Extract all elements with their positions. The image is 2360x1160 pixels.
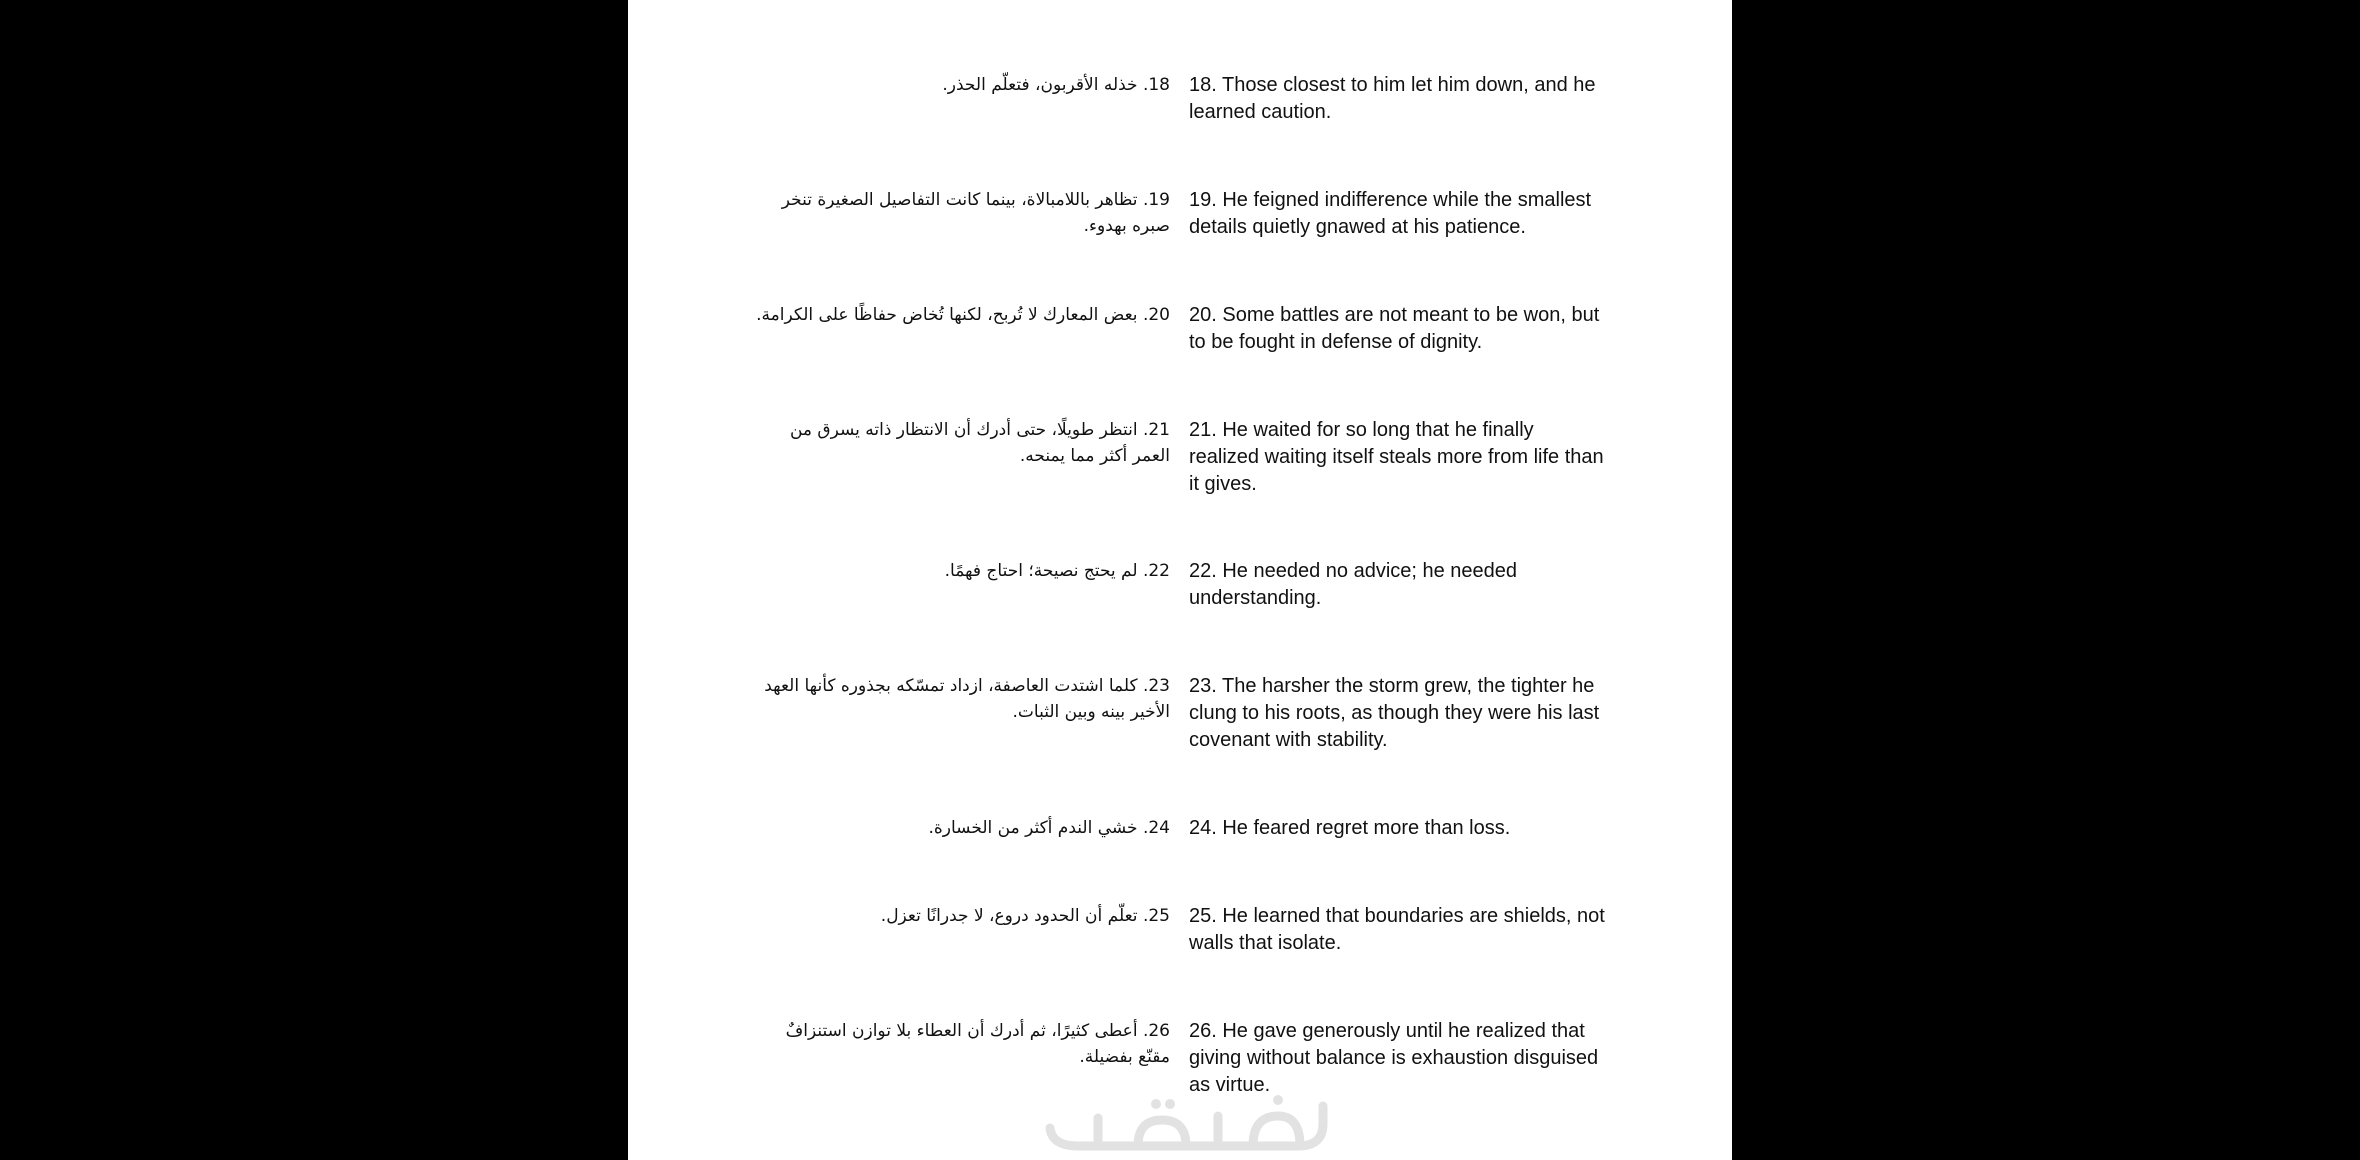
arabic-sentence: . انتظر طويلًا، حتى أدرك أن الانتظار ذاته يسرق من العمر أكثر مما يمنحه. bbox=[789, 420, 1170, 466]
english-text: 19. He feigned indifference while the smallest details quietly gnawed at his patience. bbox=[1189, 189, 1592, 238]
arabic-sentence: . لم يحتج نصيحة؛ احتاج فهمًا. bbox=[944, 561, 1149, 581]
arabic-text bbox=[750, 72, 1170, 98]
watermark-logo bbox=[1038, 1076, 1338, 1156]
document-page bbox=[628, 0, 1732, 1160]
entry-number: 23 bbox=[1148, 676, 1170, 696]
english-text: 18. Those closest to him let him down, and he learned caution. bbox=[1189, 74, 1596, 123]
arabic-text bbox=[750, 302, 1170, 328]
arabic-sentence: . تعلّم أن الحدود دروع، لا جدرانًا تعزل. bbox=[880, 906, 1149, 926]
entry-number: 20 bbox=[1148, 305, 1170, 325]
arabic-sentence: . تظاهر باللامبالاة، بينما كانت التفاصيل الصغيرة تنخر صبره بهدوء. bbox=[781, 190, 1170, 236]
entry-number: 19 bbox=[1148, 190, 1170, 210]
arabic-text bbox=[750, 187, 1170, 239]
entry-number: 24 bbox=[1148, 818, 1170, 838]
arabic-sentence: . أعطى كثيرًا، ثم أدرك أن العطاء بلا توازن استنزافٌ مقنّع بفضيلة. bbox=[785, 1021, 1170, 1067]
english-text: 25. He learned that boundaries are shields, not walls that isolate. bbox=[1189, 905, 1605, 954]
arabic-text bbox=[750, 673, 1170, 725]
entry-number: 22 bbox=[1148, 561, 1170, 581]
arabic-sentence: . خذله الأقربون، فتعلّم الحذر. bbox=[942, 75, 1149, 95]
entry-number: 21 bbox=[1148, 420, 1170, 440]
english-text: 23. The harsher the storm grew, the tighter he clung to his roots, as though they were his last covenant with stability. bbox=[1189, 675, 1600, 751]
english-text: 24. He feared regret more than loss. bbox=[1189, 817, 1511, 839]
arabic-sentence: . كلما اشتدت العاصفة، ازداد تمسّكه بجذوره كأنها العهد الأخير بينه وبين الثبات. bbox=[764, 676, 1170, 722]
arabic-sentence: . خشي الندم أكثر من الخسارة. bbox=[928, 818, 1149, 838]
arabic-text bbox=[750, 417, 1170, 469]
entry-number: 25 bbox=[1148, 906, 1170, 926]
arabic-text bbox=[750, 903, 1170, 929]
arabic-text bbox=[750, 1018, 1170, 1070]
arabic-sentence: . بعض المعارك لا تُربح، لكنها تُخاض حفاظًا على الكرامة. bbox=[756, 305, 1149, 325]
english-text: 20. Some battles are not meant to be won, but to be fought in defense of dignity. bbox=[1189, 304, 1600, 353]
entry-number: 18 bbox=[1148, 75, 1170, 95]
english-text: 22. He needed no advice; he needed understanding. bbox=[1189, 560, 1518, 609]
arabic-text bbox=[750, 815, 1170, 841]
arabic-text bbox=[750, 558, 1170, 584]
english-text: 21. He waited for so long that he finally realized waiting itself steals more from life than it gives. bbox=[1189, 419, 1604, 495]
english-text: 26. He gave generously until he realized that giving without balance is exhaustion disguised as virtue. bbox=[1189, 1020, 1599, 1096]
entry-number: 26 bbox=[1148, 1021, 1170, 1041]
